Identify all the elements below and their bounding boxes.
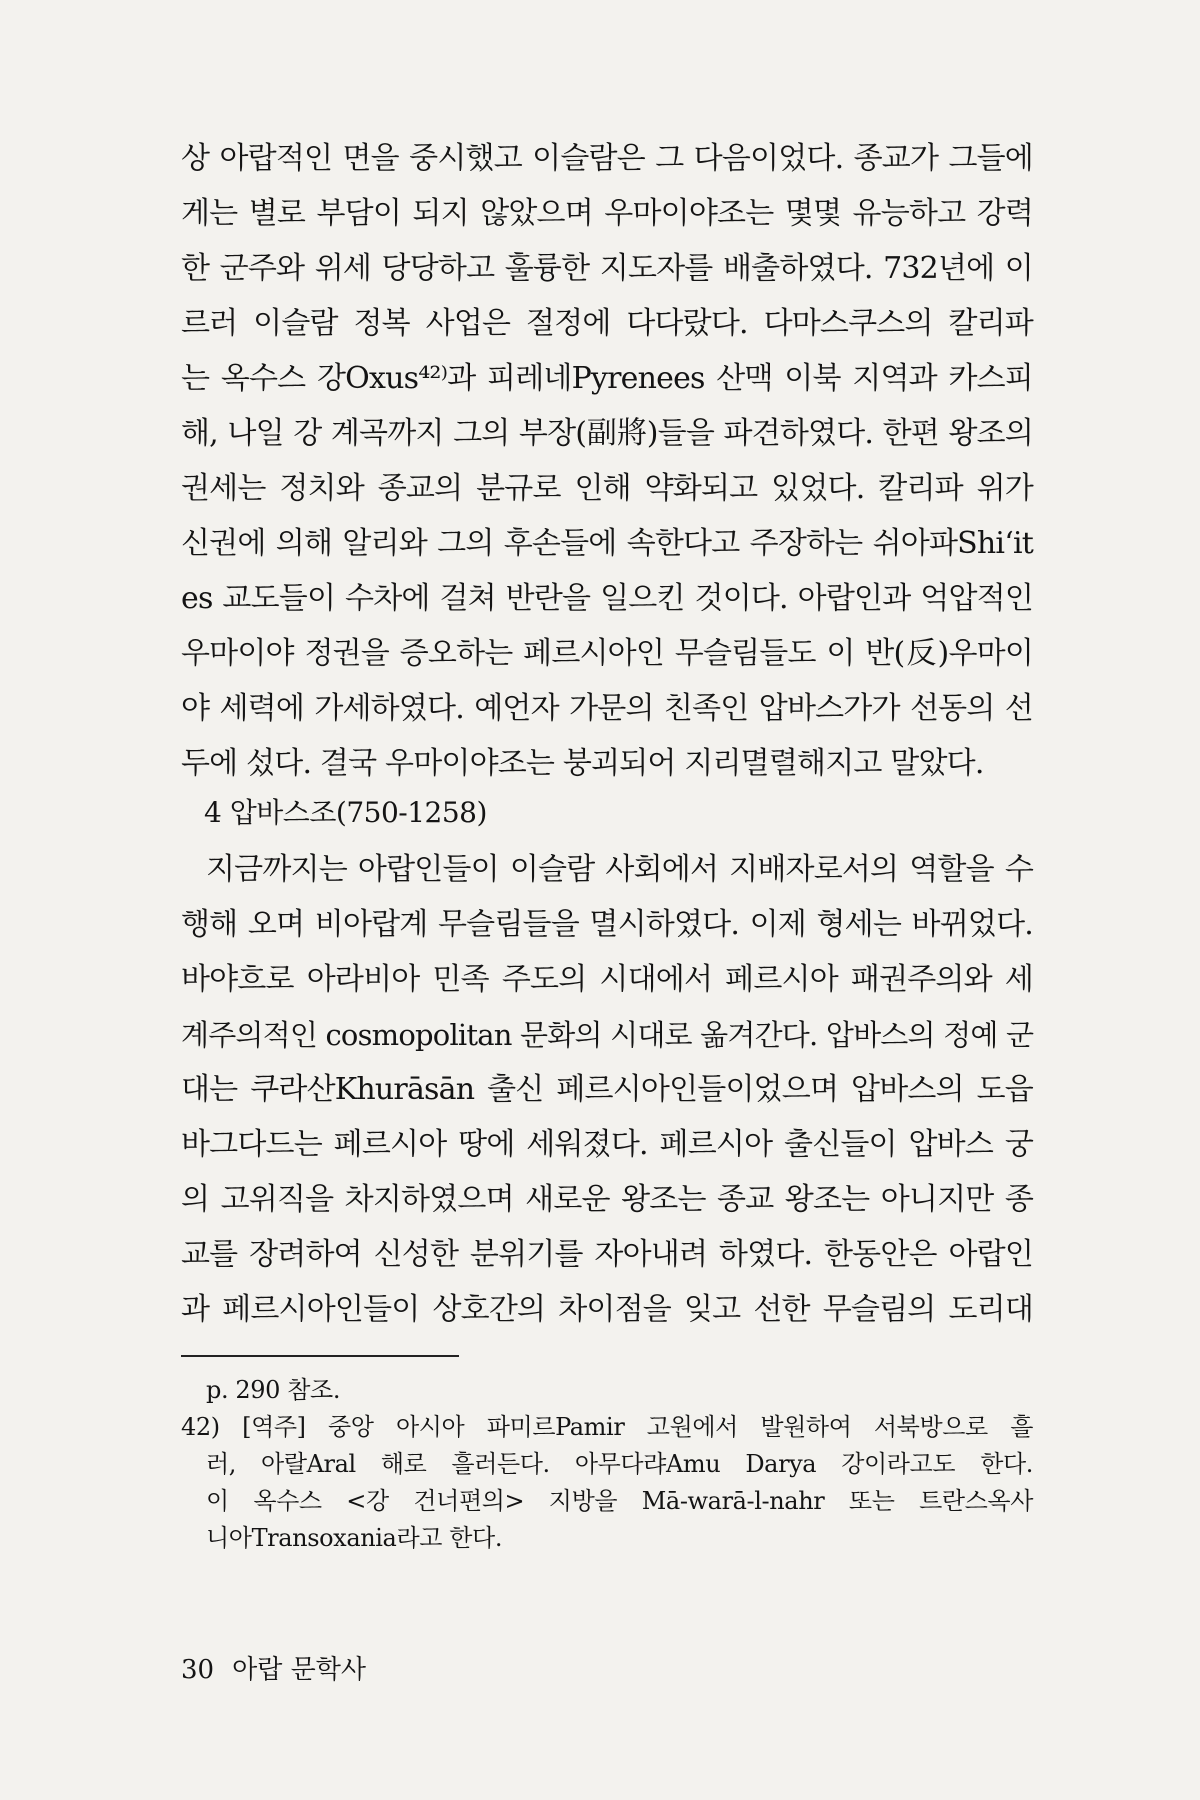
- text-line: 과 페르시아인들이 상호간의 차이점을 잊고 선한 무슬림의 도리대: [181, 1292, 1033, 1327]
- text-line: 권세는 정치와 종교의 분규로 인해 약화되고 있었다. 칼리파 위가: [181, 471, 1033, 506]
- text-line: 한 군주와 위세 당당하고 훌륭한 지도자를 배출하였다. 732년에 이: [181, 251, 1033, 286]
- text-line: 게는 별로 부담이 되지 않았으며 우마이야조는 몇몇 유능하고 강력: [181, 196, 1033, 231]
- text-line: 우마이야 정권을 증오하는 페르시아인 무슬림들도 이 반(反)우마이: [181, 636, 1033, 671]
- text-line: 의 고위직을 차지하였으며 새로운 왕조는 종교 왕조는 아니지만 종: [181, 1182, 1033, 1217]
- footnote-line: 이 옥수스 <강 건너편의> 지방을 Mā-warā-l-nahr 또는 트란스옥사: [206, 1487, 1033, 1515]
- text-line: 해, 나일 강 계곡까지 그의 부장(副將)들을 파견하였다. 한편 왕조의: [181, 416, 1033, 451]
- footnote-line: 러, 아랄Aral 해로 흘러든다. 아무다랴Amu Darya 강이라고도 한다.: [206, 1450, 1033, 1478]
- text-line: 교를 장려하여 신성한 분위기를 자아내려 하였다. 한동안은 아랍인: [181, 1237, 1033, 1272]
- text-line: 행해 오며 비아랍계 무슬림들을 멸시하였다. 이제 형세는 바뀌었다.: [181, 907, 1033, 942]
- text-line: es 교도들이 수차에 걸쳐 반란을 일으킨 것이다. 아랍인과 억압적인: [181, 581, 1033, 616]
- section-heading: 4 압바스조(750-1258): [204, 796, 487, 829]
- footnote-line: 42) [역주] 중앙 아시아 파미르Pamir 고원에서 발원하여 서북방으로 흘: [181, 1413, 1033, 1441]
- text-line: 르러 이슬람 정복 사업은 절정에 다다랐다. 다마스쿠스의 칼리파: [181, 306, 1033, 341]
- text-line: 계주의적인 cosmopolitan 문화의 시대로 옮겨간다. 압바스의 정예 군: [181, 1018, 1034, 1052]
- page-footer: [181, 1652, 384, 1688]
- running-title: 아랍 문학사: [232, 1655, 366, 1685]
- text-line: 상 아랍적인 면을 중시했고 이슬람은 그 다음이었다. 종교가 그들에: [181, 141, 1033, 176]
- footnote-line: 니아Transoxania라고 한다.: [206, 1524, 503, 1552]
- text-line: 지금까지는 아랍인들이 이슬람 사회에서 지배자로서의 역할을 수: [206, 852, 1033, 887]
- text-line: 신권에 의해 알리와 그의 후손들에 속한다고 주장하는 쉬아파Shi‘it: [181, 526, 1033, 561]
- text-line: 대는 쿠라산Khurāsān 출신 페르시아인들이었으며 압바스의 도읍: [181, 1072, 1033, 1107]
- text-line: 바야흐로 아라비아 민족 주도의 시대에서 페르시아 패권주의와 세: [181, 962, 1033, 997]
- footnote-rule: [181, 1355, 459, 1357]
- text-line: 두에 섰다. 결국 우마이야조는 붕괴되어 지리멸렬해지고 말았다.: [181, 746, 984, 781]
- page-number: 30: [181, 1655, 215, 1685]
- footnote-line: p. 290 참조.: [206, 1376, 341, 1404]
- text-line: 바그다드는 페르시아 땅에 세워졌다. 페르시아 출신들이 압바스 궁: [181, 1127, 1033, 1162]
- text-line: 는 옥수스 강Oxus⁴²⁾과 피레네Pyrenees 산맥 이북 지역과 카스피: [181, 361, 1033, 396]
- text-line: 야 세력에 가세하였다. 예언자 가문의 친족인 압바스가가 선동의 선: [181, 691, 1033, 726]
